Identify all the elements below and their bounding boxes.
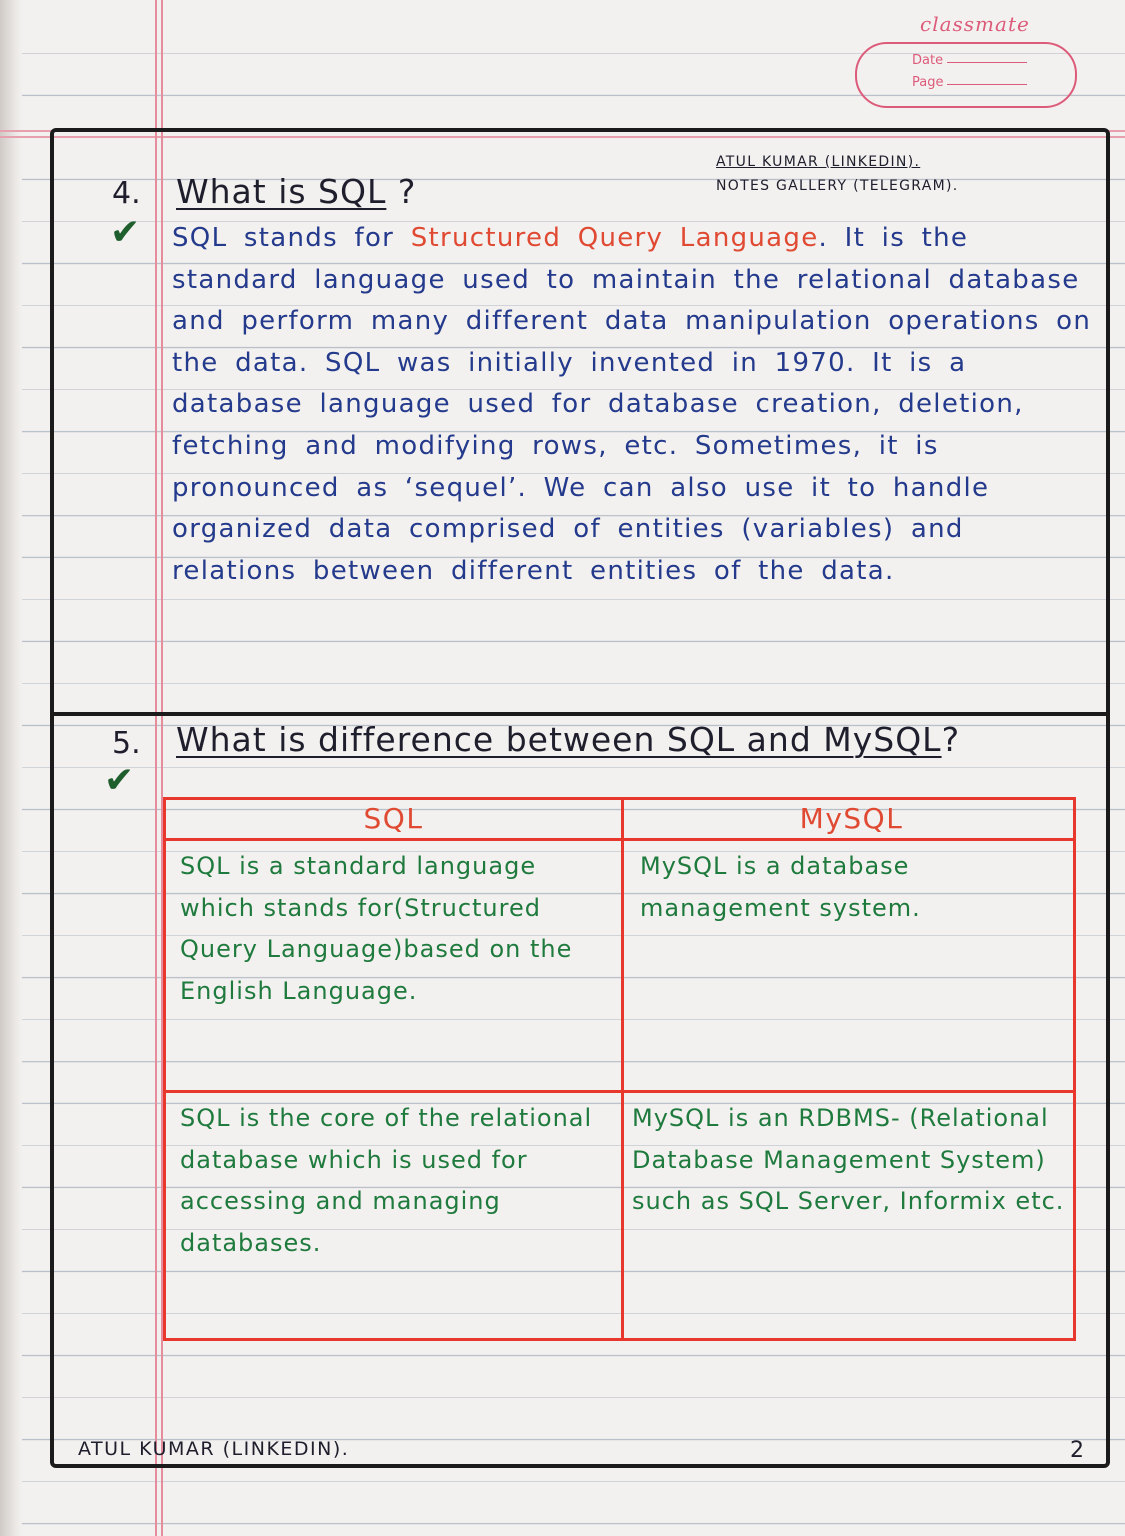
question-4-title-text: What is SQL (176, 172, 387, 211)
table-column-divider (621, 800, 624, 1338)
question-4-title (176, 172, 416, 211)
question-5-mark: ? (941, 720, 961, 759)
answer-body: . It is the standard language used to maintain the relational database and perform many different data manipulation operations on the data. SQL was initially invented in 1970. It is a database language used for database creation, deletion, fetching and modifying rows, etc. Sometimes, it is pronounced as ‘sequel’. We can also use it to handle organized data comprised of entities (variables) and relations between different entities of the data. (172, 223, 1092, 586)
page-number: 2 (1070, 1438, 1084, 1463)
checkmark-icon: ✔ (104, 760, 135, 801)
question-4-mark: ? (397, 172, 417, 211)
credit-telegram: NOTES GALLERY (TELEGRAM). (716, 178, 959, 194)
credit-linkedin: ATUL KUMAR (LINKEDIN). (716, 154, 921, 170)
classmate-logo (850, 12, 1080, 107)
question-5-title-text: What is difference between SQL and MySQL (176, 720, 942, 759)
table-cell-mysql-1: MySQL is a database management system. (640, 852, 921, 922)
table-cell-sql-1: SQL is a standard language which stands for(Structured Query Language)based on the English Language. (180, 852, 573, 1005)
table-header-mysql: MySQL (799, 802, 904, 835)
question-4-answer (172, 218, 1102, 592)
table-header-divider (166, 838, 1073, 841)
answer-intro: SQL stands for (172, 223, 411, 253)
footer-credit: ATUL KUMAR (LINKEDIN). (78, 1438, 350, 1460)
page-field (912, 75, 1027, 90)
table-row-divider (166, 1090, 1073, 1093)
brand-name: classmate (920, 12, 1030, 36)
author-credits (716, 150, 959, 198)
date-page-badge (855, 42, 1077, 108)
date-label: Date (912, 53, 944, 68)
checkmark-icon: ✔ (110, 212, 141, 253)
table-header-sql: SQL (363, 802, 424, 835)
comparison-table (163, 797, 1076, 1341)
page-label: Page (912, 75, 944, 90)
notebook-spine (0, 0, 22, 1536)
question-4-number: 4. (112, 176, 141, 211)
table-cell-sql-2: SQL is the core of the relational database which is used for accessing and managing databases. (180, 1104, 593, 1257)
question-5-number: 5. (112, 726, 141, 761)
section-divider (50, 712, 1110, 716)
date-field (912, 53, 1027, 68)
table-cell-mysql-2: MySQL is an RDBMS- (Relational Database Management System) such as SQL Server, Informix etc. (632, 1104, 1065, 1216)
answer-highlight: Structured Query Language (410, 223, 819, 253)
question-5-title (176, 720, 960, 759)
